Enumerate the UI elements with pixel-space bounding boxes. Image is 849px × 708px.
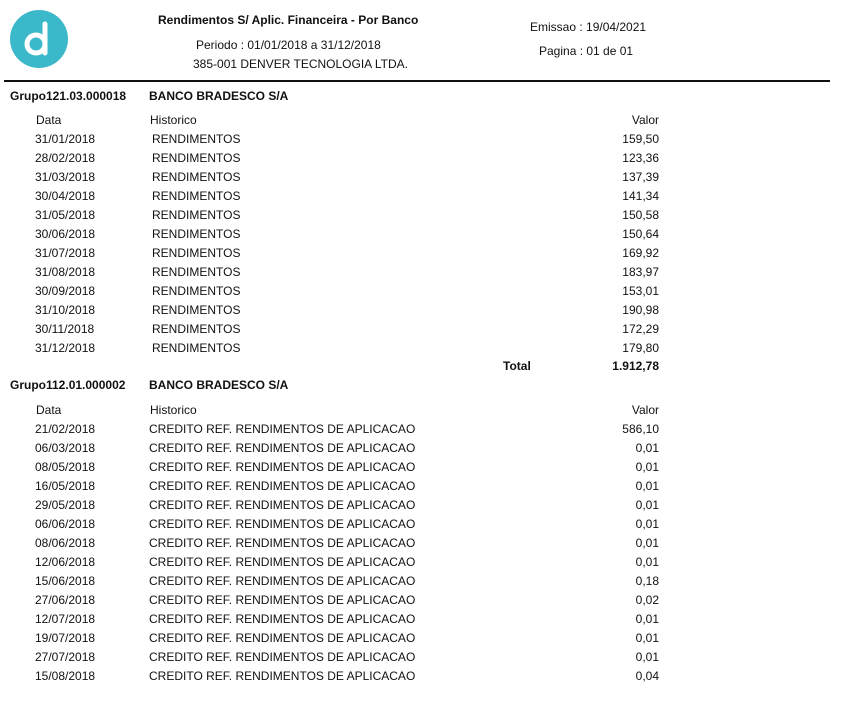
row-date: 30/09/2018 bbox=[35, 284, 96, 298]
row-value: 123,36 bbox=[622, 151, 659, 165]
row-history: RENDIMENTOS bbox=[152, 341, 241, 355]
column-header-date: Data bbox=[36, 113, 62, 127]
row-date: 30/11/2018 bbox=[35, 322, 95, 336]
company-logo bbox=[10, 10, 68, 68]
row-history: CREDITO REF. RENDIMENTOS DE APLICACAO bbox=[149, 631, 416, 645]
table-row bbox=[0, 341, 849, 359]
report-title: Rendimentos S/ Aplic. Financeira - Por Banco bbox=[158, 13, 419, 27]
row-value: 153,01 bbox=[622, 284, 659, 298]
row-date: 31/01/2018 bbox=[35, 132, 96, 146]
row-value: 0,04 bbox=[635, 669, 659, 683]
row-history: RENDIMENTOS bbox=[152, 189, 241, 203]
table-row bbox=[0, 612, 849, 630]
table-row bbox=[0, 574, 849, 592]
row-history: CREDITO REF. RENDIMENTOS DE APLICACAO bbox=[149, 574, 416, 588]
row-history: RENDIMENTOS bbox=[152, 170, 241, 184]
table-row bbox=[0, 227, 849, 245]
row-history: CREDITO REF. RENDIMENTOS DE APLICACAO bbox=[149, 517, 416, 531]
row-history: CREDITO REF. RENDIMENTOS DE APLICACAO bbox=[149, 460, 416, 474]
row-date: 15/08/2018 bbox=[35, 669, 96, 683]
row-history: RENDIMENTOS bbox=[152, 265, 241, 279]
row-date: 31/08/2018 bbox=[35, 265, 96, 279]
column-header-value: Valor bbox=[631, 113, 659, 127]
row-history: CREDITO REF. RENDIMENTOS DE APLICACAO bbox=[149, 479, 416, 493]
total-value: 1.912,78 bbox=[612, 359, 659, 373]
row-date: 15/06/2018 bbox=[35, 574, 96, 588]
row-history: RENDIMENTOS bbox=[152, 246, 241, 260]
header-divider bbox=[4, 80, 830, 82]
row-history: CREDITO REF. RENDIMENTOS DE APLICACAO bbox=[149, 593, 416, 607]
row-date: 06/03/2018 bbox=[35, 441, 96, 455]
row-date: 31/05/2018 bbox=[35, 208, 96, 222]
row-date: 27/07/2018 bbox=[35, 650, 96, 664]
table-row bbox=[0, 555, 849, 573]
row-value: 0,02 bbox=[635, 593, 659, 607]
row-date: 12/06/2018 bbox=[35, 555, 96, 569]
row-value: 0,01 bbox=[635, 555, 659, 569]
row-date: 08/06/2018 bbox=[35, 536, 96, 550]
row-date: 28/02/2018 bbox=[35, 151, 96, 165]
row-value: 0,01 bbox=[635, 612, 659, 626]
row-history: RENDIMENTOS bbox=[152, 284, 241, 298]
row-date: 08/05/2018 bbox=[35, 460, 96, 474]
row-history: RENDIMENTOS bbox=[152, 132, 241, 146]
table-row bbox=[0, 441, 849, 459]
row-value: 0,01 bbox=[635, 479, 659, 493]
row-history: CREDITO REF. RENDIMENTOS DE APLICACAO bbox=[149, 669, 416, 683]
report-period: Periodo : 01/01/2018 a 31/12/2018 bbox=[196, 38, 381, 52]
table-row bbox=[0, 189, 849, 207]
row-history: RENDIMENTOS bbox=[152, 227, 241, 241]
column-header-history: Historico bbox=[150, 403, 197, 417]
row-value: 0,01 bbox=[635, 536, 659, 550]
table-row bbox=[0, 593, 849, 611]
group-bank-name: BANCO BRADESCO S/A bbox=[149, 378, 289, 392]
row-history: CREDITO REF. RENDIMENTOS DE APLICACAO bbox=[149, 650, 416, 664]
row-value: 0,01 bbox=[635, 631, 659, 645]
row-date: 12/07/2018 bbox=[35, 612, 96, 626]
table-row bbox=[0, 517, 849, 535]
row-value: 0,01 bbox=[635, 650, 659, 664]
row-history: RENDIMENTOS bbox=[152, 208, 241, 222]
page-number: Pagina : 01 de 01 bbox=[539, 44, 634, 58]
row-history: CREDITO REF. RENDIMENTOS DE APLICACAO bbox=[149, 441, 416, 455]
row-value: 0,01 bbox=[635, 460, 659, 474]
table-row bbox=[0, 284, 849, 302]
row-value: 159,50 bbox=[622, 132, 659, 146]
group-code: Grupo121.03.000018 bbox=[10, 89, 127, 103]
row-history: RENDIMENTOS bbox=[152, 151, 241, 165]
table-row bbox=[0, 303, 849, 321]
row-date: 06/06/2018 bbox=[35, 517, 96, 531]
row-date: 30/04/2018 bbox=[35, 189, 96, 203]
row-value: 169,92 bbox=[622, 246, 659, 260]
company-name: 385-001 DENVER TECNOLOGIA LTDA. bbox=[193, 57, 408, 71]
row-date: 29/05/2018 bbox=[35, 498, 96, 512]
row-value: 179,80 bbox=[622, 341, 659, 355]
row-history: CREDITO REF. RENDIMENTOS DE APLICACAO bbox=[149, 422, 416, 436]
row-history: RENDIMENTOS bbox=[152, 303, 241, 317]
row-date: 31/07/2018 bbox=[35, 246, 96, 260]
column-header-value: Valor bbox=[631, 403, 659, 417]
row-date: 27/06/2018 bbox=[35, 593, 96, 607]
table-row bbox=[0, 170, 849, 188]
table-row bbox=[0, 631, 849, 649]
table-row bbox=[0, 498, 849, 516]
emission-date: Emissao : 19/04/2021 bbox=[530, 20, 647, 34]
row-value: 0,18 bbox=[635, 574, 659, 588]
row-value: 150,64 bbox=[622, 227, 659, 241]
total-label: Total bbox=[503, 359, 531, 373]
table-row bbox=[0, 208, 849, 226]
table-row bbox=[0, 536, 849, 554]
row-history: CREDITO REF. RENDIMENTOS DE APLICACAO bbox=[149, 612, 416, 626]
row-value: 150,58 bbox=[622, 208, 659, 222]
table-row bbox=[0, 479, 849, 497]
row-history: CREDITO REF. RENDIMENTOS DE APLICACAO bbox=[149, 555, 416, 569]
row-date: 21/02/2018 bbox=[35, 422, 96, 436]
row-date: 16/05/2018 bbox=[35, 479, 96, 493]
group-code: Grupo112.01.000002 bbox=[10, 378, 126, 392]
table-row bbox=[0, 322, 849, 340]
row-date: 31/10/2018 bbox=[35, 303, 96, 317]
row-history: CREDITO REF. RENDIMENTOS DE APLICACAO bbox=[149, 536, 416, 550]
column-header-date: Data bbox=[36, 403, 62, 417]
row-value: 190,98 bbox=[622, 303, 659, 317]
row-history: RENDIMENTOS bbox=[152, 322, 241, 336]
row-date: 31/03/2018 bbox=[35, 170, 96, 184]
table-row bbox=[0, 669, 849, 687]
table-row bbox=[0, 132, 849, 150]
table-row bbox=[0, 460, 849, 478]
table-row bbox=[0, 650, 849, 668]
row-value: 586,10 bbox=[622, 422, 659, 436]
table-row bbox=[0, 265, 849, 283]
row-value: 0,01 bbox=[635, 441, 659, 455]
row-value: 183,97 bbox=[622, 265, 659, 279]
row-value: 141,34 bbox=[622, 189, 659, 203]
row-value: 0,01 bbox=[635, 498, 659, 512]
table-row bbox=[0, 246, 849, 264]
table-row bbox=[0, 151, 849, 169]
row-history: CREDITO REF. RENDIMENTOS DE APLICACAO bbox=[149, 498, 416, 512]
group-bank-name: BANCO BRADESCO S/A bbox=[149, 89, 289, 103]
table-row bbox=[0, 422, 849, 440]
column-header-history: Historico bbox=[150, 113, 197, 127]
row-value: 172,29 bbox=[622, 322, 659, 336]
row-date: 19/07/2018 bbox=[35, 631, 96, 645]
row-date: 30/06/2018 bbox=[35, 227, 96, 241]
row-value: 0,01 bbox=[635, 517, 659, 531]
row-date: 31/12/2018 bbox=[35, 341, 96, 355]
row-value: 137,39 bbox=[622, 170, 659, 184]
